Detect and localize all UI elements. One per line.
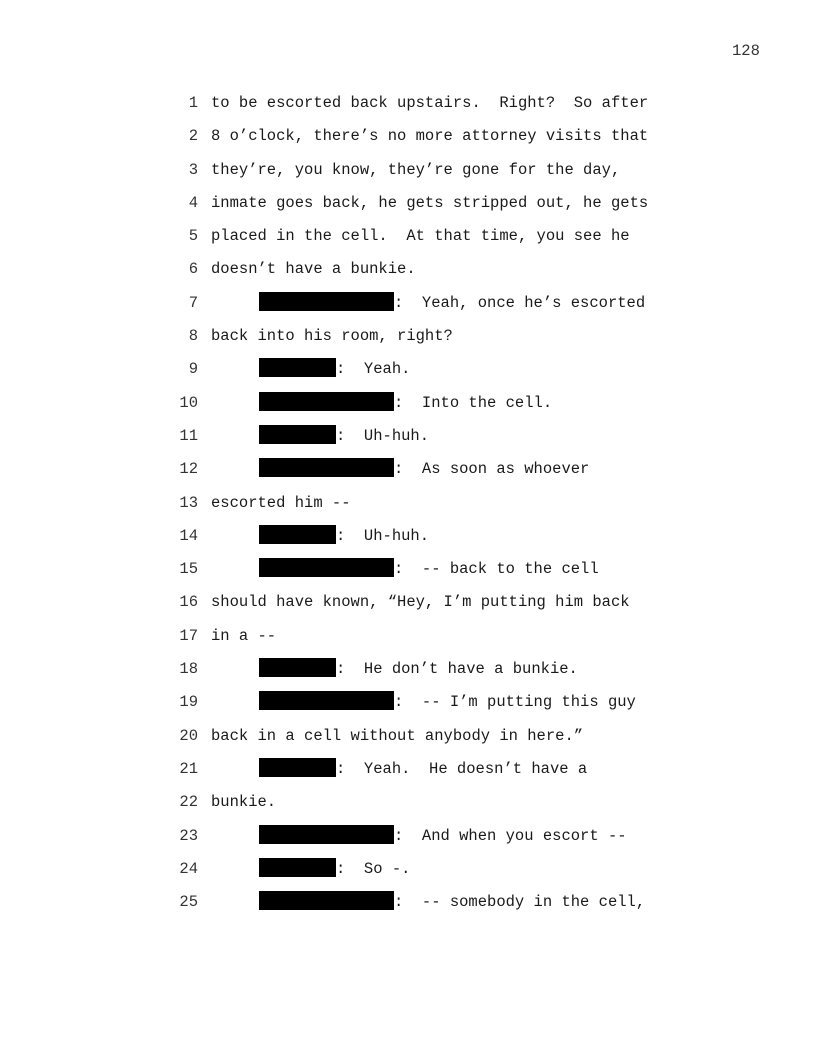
line-number: 19 [179, 693, 198, 712]
speaker-line [259, 453, 589, 486]
speaker-line [259, 653, 578, 686]
speaker-line [259, 387, 552, 420]
spoken-text: inmate goes back, he gets stripped out, he gets [211, 193, 649, 212]
speaker-colon: : [394, 393, 404, 412]
line-text [211, 720, 583, 753]
line-number: 4 [188, 193, 198, 212]
redacted-speaker-name [259, 425, 336, 444]
line-number: 17 [179, 626, 198, 645]
line-text [211, 220, 630, 253]
spoken-text: -- somebody in the cell, [403, 893, 646, 912]
line-text [211, 187, 648, 220]
line-number: 15 [179, 560, 198, 579]
line-number: 11 [179, 426, 198, 445]
transcript-line [0, 453, 816, 486]
line-number: 18 [179, 660, 198, 679]
line-number: 8 [188, 327, 198, 346]
transcript-line [0, 886, 816, 919]
speaker-colon: : [394, 560, 404, 579]
transcript-line [0, 353, 816, 386]
transcript-line [0, 253, 816, 286]
speaker-colon: : [394, 293, 404, 312]
line-text [211, 253, 416, 286]
transcript-body [0, 87, 816, 919]
line-text [211, 320, 453, 353]
spoken-text: back into his room, right? [211, 327, 453, 346]
spoken-text: placed in the cell. At that time, you see he [211, 227, 630, 246]
transcript-line [0, 653, 816, 686]
line-text [211, 586, 630, 619]
spoken-text: they’re, you know, they’re gone for the day, [211, 160, 621, 179]
spoken-text: in a -- [211, 626, 277, 645]
spoken-text: Yeah. He doesn’t have a [345, 759, 588, 778]
line-number: 5 [188, 227, 198, 246]
redacted-speaker-name [259, 525, 336, 544]
spoken-text: Uh-huh. [345, 426, 430, 445]
line-text [211, 487, 351, 520]
redacted-speaker-name [259, 858, 336, 877]
redacted-speaker-name [259, 358, 336, 377]
line-text [211, 120, 648, 153]
spoken-text: So -. [345, 859, 411, 878]
spoken-text: He don’t have a bunkie. [345, 660, 578, 679]
spoken-text: 8 o’clock, there’s no more attorney visits that [211, 127, 649, 146]
transcript-line [0, 287, 816, 320]
line-text [211, 154, 620, 187]
line-number: 21 [179, 759, 198, 778]
transcript-line [0, 420, 816, 453]
transcript-line [0, 553, 816, 586]
speaker-line [259, 686, 636, 719]
line-number: 2 [188, 127, 198, 146]
transcript-line [0, 220, 816, 253]
transcript-line [0, 586, 816, 619]
spoken-text: should have known, “Hey, I’m putting him back [211, 593, 630, 612]
line-number: 24 [179, 859, 198, 878]
spoken-text: back in a cell without anybody in here.” [211, 726, 584, 745]
spoken-text: Yeah, once he’s escorted [403, 293, 646, 312]
speaker-line [259, 420, 429, 453]
line-number: 20 [179, 726, 198, 745]
line-number: 22 [179, 793, 198, 812]
redacted-speaker-name [259, 392, 394, 411]
line-text [211, 786, 276, 819]
line-number: 6 [188, 260, 198, 279]
speaker-line [259, 520, 429, 553]
redacted-speaker-name [259, 558, 394, 577]
speaker-colon: : [336, 859, 346, 878]
redacted-speaker-name [259, 691, 394, 710]
speaker-colon: : [394, 893, 404, 912]
transcript-line [0, 120, 816, 153]
transcript-line [0, 786, 816, 819]
line-number: 25 [179, 893, 198, 912]
transcript-line [0, 387, 816, 420]
speaker-colon: : [336, 360, 346, 379]
speaker-line [259, 553, 599, 586]
speaker-colon: : [336, 660, 346, 679]
speaker-line [259, 353, 410, 386]
line-text [211, 620, 276, 653]
spoken-text: to be escorted back upstairs. Right? So after [211, 94, 649, 112]
spoken-text: bunkie. [211, 793, 277, 812]
transcript-line [0, 853, 816, 886]
line-text [211, 87, 648, 120]
line-number: 14 [179, 526, 198, 545]
transcript-line [0, 154, 816, 187]
speaker-line [259, 886, 645, 919]
speaker-line [259, 753, 587, 786]
transcript-line [0, 487, 816, 520]
speaker-colon: : [394, 693, 404, 712]
speaker-line [259, 820, 627, 853]
speaker-line [259, 853, 410, 886]
transcript-line [0, 686, 816, 719]
transcript-line [0, 87, 816, 120]
speaker-colon: : [336, 759, 346, 778]
line-number: 23 [179, 826, 198, 845]
spoken-text: As soon as whoever [403, 460, 590, 479]
line-number: 7 [188, 293, 198, 312]
transcript-line [0, 753, 816, 786]
spoken-text: Yeah. [345, 360, 411, 379]
spoken-text: Uh-huh. [345, 526, 430, 545]
redacted-speaker-name [259, 292, 394, 311]
line-number: 1 [188, 94, 198, 112]
line-number: 16 [179, 593, 198, 612]
line-number: 3 [188, 160, 198, 179]
transcript-line [0, 520, 816, 553]
spoken-text: doesn’t have a bunkie. [211, 260, 416, 279]
line-number: 9 [188, 360, 198, 379]
speaker-colon: : [394, 460, 404, 479]
redacted-speaker-name [259, 891, 394, 910]
redacted-speaker-name [259, 658, 336, 677]
line-number: 10 [179, 393, 198, 412]
line-number: 13 [179, 493, 198, 512]
line-number: 12 [179, 460, 198, 479]
transcript-line [0, 187, 816, 220]
spoken-text: escorted him -- [211, 493, 351, 512]
redacted-speaker-name [259, 758, 336, 777]
spoken-text: -- back to the cell [403, 560, 599, 579]
spoken-text: And when you escort -- [403, 826, 627, 845]
speaker-line [259, 287, 645, 320]
transcript-line [0, 620, 816, 653]
spoken-text: -- I’m putting this guy [403, 693, 636, 712]
spoken-text: Into the cell. [403, 393, 553, 412]
transcript-line [0, 720, 816, 753]
transcript-line [0, 320, 816, 353]
redacted-speaker-name [259, 458, 394, 477]
speaker-colon: : [394, 826, 404, 845]
speaker-colon: : [336, 426, 346, 445]
speaker-colon: : [336, 526, 346, 545]
redacted-speaker-name [259, 825, 394, 844]
page-number: 128 [732, 42, 760, 60]
transcript-line [0, 820, 816, 853]
